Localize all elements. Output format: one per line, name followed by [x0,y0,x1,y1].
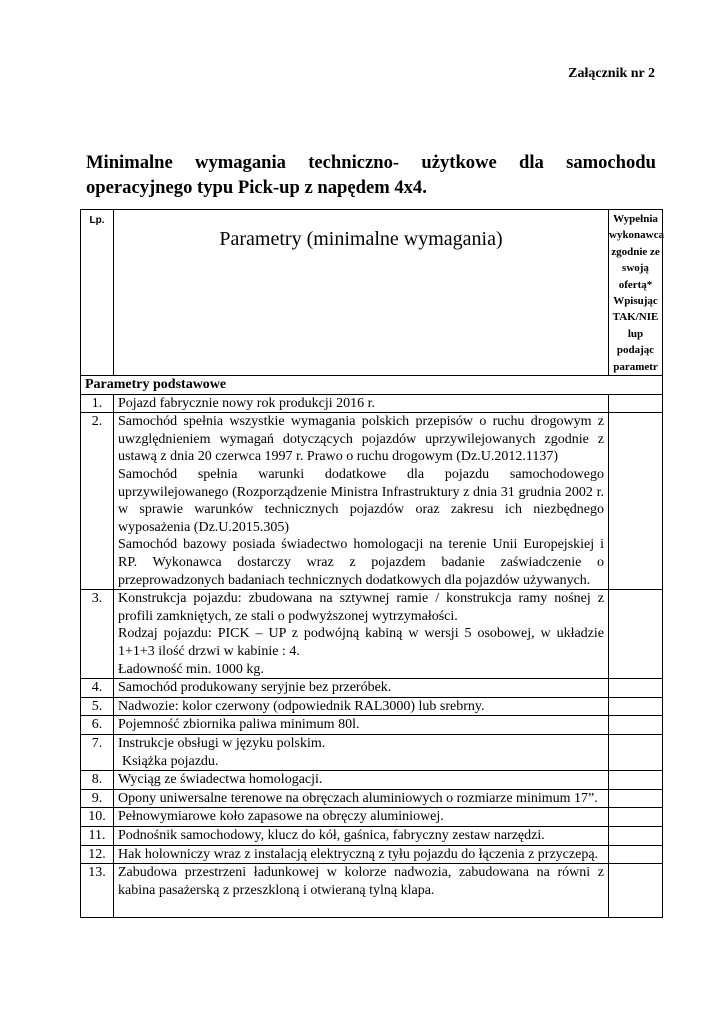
row-fill-cell[interactable] [609,590,663,679]
header-fill-line: Wpisując [613,295,658,308]
header-parameters-label: Parametry (minimalne wymagania) [219,228,503,250]
row-number: 6. [81,716,114,735]
requirement-text: Konstrukcja pojazdu: zbudowana na sztywnej ramie / konstrukcja ramy nośnej z profili zamkniętych, ze stali o podwyższonej wytrzymałości. [118,591,604,624]
requirement-text: Samochód produkowany seryjnie bez przeróbek. [118,680,392,696]
header-fill-line: ofertą* [618,278,653,291]
requirement-text: Pojemność zbiornika paliwa minimum 80l. [118,717,360,733]
row-number: 12. [81,845,114,864]
row-requirement [114,590,609,679]
requirement-text: Instrukcje obsługi w języku polskim. [118,735,326,751]
requirement-text: Nadwozie: kolor czerwony (odpowiednik RAL3000) lub srebrny. [118,698,485,714]
table-row [81,734,663,770]
header-fill-column [609,210,663,376]
requirement-text: Samochód bazowy posiada świadectwo homologacji na terenie Unii Europejskiej i RP. Wykonawca dostarczy wraz z pojazdem badanie zaświadczenie o przeprowadzonych badaniach technicznych dodatkowych dla pojazdów używanych. [118,537,604,588]
requirement-text: Pełnowymiarowe koło zapasowe na obręczy aluminiowej. [118,809,444,825]
requirement-text: Opony uniwersalne terenowe na obręczach aluminiowych o rozmiarze minimum 17”. [118,790,598,806]
row-fill-cell[interactable] [609,864,663,918]
header-fill-line: wykonawca [609,229,665,242]
row-number: 4. [81,679,114,698]
row-number: 1. [81,394,114,413]
row-number: 2. [81,413,114,590]
table-row [81,808,663,827]
table-row [81,771,663,790]
row-number: 10. [81,808,114,827]
row-requirement [114,413,609,590]
row-requirement [114,734,609,770]
row-requirement [114,394,609,413]
table-row [81,590,663,679]
row-number: 13. [81,864,114,918]
requirement-text: Wyciąg ze świadectwa homologacji. [118,772,323,788]
row-fill-cell[interactable] [609,845,663,864]
table-row [81,864,663,918]
section-label: Parametry podstawowe [81,376,663,395]
row-fill-cell[interactable] [609,394,663,413]
header-fill-line: swoją [622,262,649,275]
row-fill-cell[interactable] [609,771,663,790]
header-fill-line: parametr [613,360,658,373]
row-requirement [114,716,609,735]
header-fill-line: lup podając [616,327,655,357]
row-requirement [114,845,609,864]
row-number: 9. [81,789,114,808]
row-fill-cell[interactable] [609,413,663,590]
requirement-text: Samochód spełnia wszystkie wymagania polskich przepisów o ruchu drogowym z uwzględnieniem wymagań dotyczących pojazdów uprzywilejowanych zgodnie z ustawą z dnia 20 czerwca 1997 r. Prawo o ruchu drogowym (Dz.U.2012.1137) [118,414,604,465]
requirement-text: Podnośnik samochodowy, klucz do kół, gaśnica, fabryczny zestaw narzędzi. [118,827,545,843]
row-requirement [114,697,609,716]
row-number: 8. [81,771,114,790]
row-number: 11. [81,826,114,845]
row-fill-cell[interactable] [609,697,663,716]
table-row [81,394,663,413]
requirements-table [80,209,663,918]
attachment-label: Załącznik nr 2 [568,66,655,81]
row-fill-cell[interactable] [609,734,663,770]
header-fill-line: Wypełnia [613,213,658,225]
header-lp: Lp. [81,210,114,376]
requirement-text: Ładowność min. 1000 kg. [118,661,264,677]
document-title: Minimalne wymagania techniczno- użytkowe dla samochodu operacyjnego typu Pick-up z napędem 4x4. [86,152,656,198]
table-row [81,716,663,735]
section-row [81,376,663,395]
table-header-row [81,210,663,376]
row-fill-cell[interactable] [609,826,663,845]
table-row [81,413,663,590]
table-row [81,826,663,845]
row-requirement [114,808,609,827]
row-requirement [114,679,609,698]
row-requirement [114,789,609,808]
requirement-text: Zabudowa przestrzeni ładunkowej w kolorze nadwozia, zabudowana na równi z kabina pasażerską z przeszkloną i otwieraną tylną klapa. [118,865,604,898]
requirement-text: Rodzaj pojazdu: PICK – UP z podwójną kabiną w wersji 5 osobowej, w układzie 1+1+3 ilość drzwi w kabinie : 4. [118,626,604,659]
row-requirement [114,826,609,845]
row-requirement [114,771,609,790]
header-fill-line: zgodnie ze [611,245,660,258]
table-row [81,789,663,808]
row-fill-cell[interactable] [609,808,663,827]
table-row [81,679,663,698]
requirement-text: Książka pojazdu. [122,753,219,769]
requirement-text: Pojazd fabrycznie nowy rok produkcji 2016 r. [118,395,375,411]
row-number: 5. [81,697,114,716]
table-row [81,845,663,864]
header-parameters [114,210,609,376]
row-requirement [114,864,609,918]
requirement-text: Hak holowniczy wraz z instalacją elektryczną z tyłu pojazdu do łączenia z przyczepą. [118,846,599,862]
row-number: 3. [81,590,114,679]
row-fill-cell[interactable] [609,789,663,808]
header-fill-line: TAK/NIE [612,311,659,324]
row-fill-cell[interactable] [609,679,663,698]
requirement-text: Samochód spełnia warunki dodatkowe dla pojazdu samochodowego uprzywilejowanego (Rozporządzenie Ministra Infrastruktury z dnia 31 grudnia 2002 r. w sprawie warunków technicznych pojazdów oraz zakresu ich niezbędnego wyposażenia (Dz.U.2015.305) [118,467,604,535]
table-row [81,697,663,716]
row-number: 7. [81,734,114,770]
row-fill-cell[interactable] [609,716,663,735]
